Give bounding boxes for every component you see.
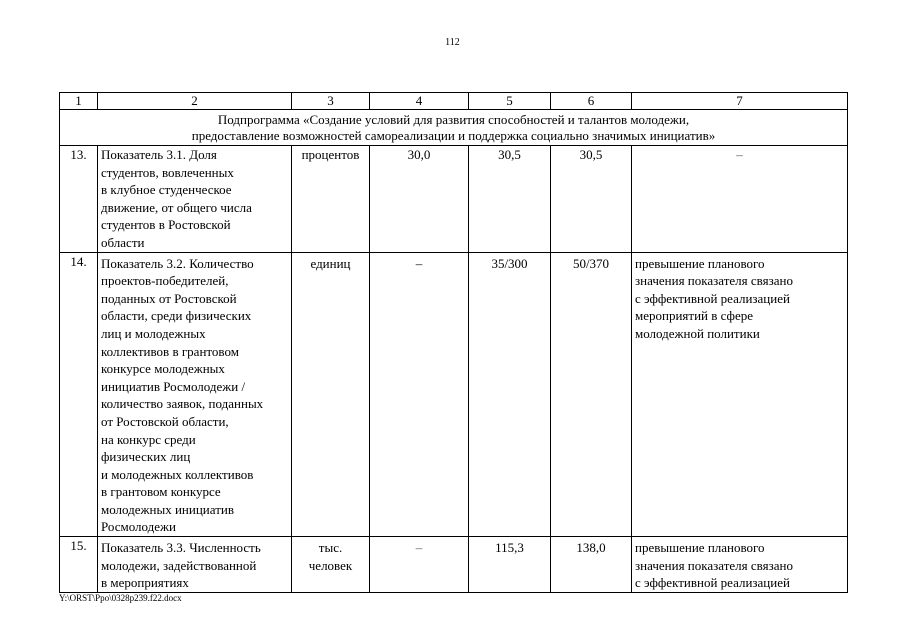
note (632, 146, 848, 253)
value-col-4: – (370, 537, 469, 593)
text-line: проектов-победителей, (101, 273, 229, 289)
row-number: 13. (60, 146, 98, 253)
page-number: 112 (445, 37, 460, 48)
header-col-4: 4 (370, 93, 469, 110)
value-col-4: – (370, 252, 469, 537)
value-col-5: 115,3 (469, 537, 551, 593)
text-line: с эффективной реализацией (635, 290, 790, 306)
text-line: молодежи, задействованной (101, 557, 257, 573)
indicator-name (98, 537, 292, 593)
subprogram-title (60, 110, 848, 146)
text-line: – (736, 147, 743, 162)
unit (292, 537, 370, 593)
text-line: студентов, вовлеченных (101, 164, 234, 180)
text-line: Показатель 3.3. Численность (101, 540, 261, 556)
text-line: в мероприятиях (101, 575, 189, 591)
text-line: процентов (301, 147, 360, 162)
value-col-4: 30,0 (370, 146, 469, 253)
subprogram-line-2: предоставление возможностей самореализации и поддержка социально значимых инициатив» (191, 128, 716, 143)
table-row (60, 537, 848, 593)
header-col-2: 2 (98, 93, 292, 110)
value-col-6: 50/370 (551, 252, 632, 537)
note (632, 252, 848, 537)
text-line: от Ростовской области, (101, 413, 229, 429)
text-line: студентов в Ростовской (101, 217, 231, 233)
text-line: поданных от Ростовской (101, 290, 237, 306)
text-line: Показатель 3.1. Доля (101, 147, 217, 162)
header-row (60, 93, 848, 110)
indicators-table (59, 92, 848, 593)
text-line: инициатив Росмолодежи / (101, 378, 246, 394)
text-line: движение, от общего числа (101, 199, 252, 215)
table-row (60, 252, 848, 537)
text-line: молодежной политики (635, 325, 760, 341)
text-line: значения показателя связано (635, 273, 793, 289)
text-line: в грантовом конкурсе (101, 484, 221, 500)
row-number: 14. (60, 252, 98, 537)
text-line: молодежных инициатив (101, 501, 234, 517)
text-line: превышение планового (635, 255, 765, 271)
note (632, 537, 848, 593)
row-number: 15. (60, 537, 98, 593)
header-col-3: 3 (292, 93, 370, 110)
text-line: Показатель 3.2. Количество (101, 255, 254, 271)
value-col-5: 35/300 (469, 252, 551, 537)
text-line: области, среди физических (101, 308, 252, 324)
text-line: Росмолодежи (101, 519, 176, 535)
text-line: человек (308, 557, 353, 573)
subprogram-row (60, 110, 848, 146)
indicator-name (98, 146, 292, 253)
header-col-1: 1 (60, 93, 98, 110)
subprogram-line-1: Подпрограмма «Создание условий для развития способностей и талантов молодежи, (217, 112, 690, 127)
text-line: физических лиц (101, 449, 191, 465)
unit (292, 146, 370, 253)
text-line: и молодежных коллективов (101, 466, 254, 482)
text-line: лиц и молодежных (101, 325, 206, 341)
value-col-6: 30,5 (551, 146, 632, 253)
indicator-name (98, 252, 292, 537)
text-line: конкурсе молодежных (101, 361, 225, 377)
header-col-7: 7 (632, 93, 848, 110)
text-line: коллективов в грантовом (101, 343, 239, 359)
table-row (60, 146, 848, 253)
text-line: тыс. (318, 540, 343, 556)
unit (292, 252, 370, 537)
text-line: единиц (310, 255, 351, 271)
header-col-6: 6 (551, 93, 632, 110)
text-line: количество заявок, поданных (101, 396, 264, 412)
text-line: с эффективной реализацией (635, 575, 790, 591)
text-line: значения показателя связано (635, 557, 793, 573)
value-col-5: 30,5 (469, 146, 551, 253)
text-line: на конкурс среди (101, 431, 196, 447)
text-line: области (101, 234, 145, 250)
text-line: в клубное студенческое (101, 182, 232, 198)
text-line: мероприятий в сфере (635, 308, 754, 324)
header-col-5: 5 (469, 93, 551, 110)
value-col-6: 138,0 (551, 537, 632, 593)
file-path-footer: Y:\ORST\Ppo\0328p239.f22.docx (59, 593, 182, 603)
text-line: превышение планового (635, 540, 765, 556)
